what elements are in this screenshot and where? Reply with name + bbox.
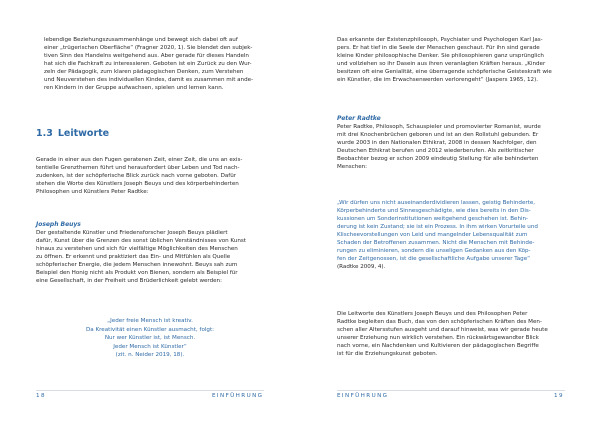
quote-line: fen der Zeitgenossen, ist die gesellschaftliche Aufgabe unserer Tage“ bbox=[337, 256, 531, 263]
footer-divider bbox=[36, 390, 264, 391]
radtke-subheading: Peter Radtke bbox=[337, 115, 381, 122]
quote-line: Schaden der Betroffenen zusammen. Nicht die Menschen mit Behinde- bbox=[337, 240, 535, 247]
quote-line: kussionen um Sonderinstitutionen weitgehend geschehen ist. Behin- bbox=[337, 216, 529, 223]
intro-paragraph bbox=[36, 156, 264, 196]
text-line: hinaus zu verstehen und sich für vielfältige Möglichkeiten des Menschen bbox=[36, 246, 238, 253]
text-line: Peter Radtke, Philosoph, Schauspieler und promovierter Romanist, wurde bbox=[337, 124, 541, 131]
text-line: dafür, Kunst über die Grenzen des sonst üblichen Verständnisses von Kunst bbox=[36, 238, 246, 245]
quote-line: Nur wer Künstler ist, ist Mensch. bbox=[104, 335, 196, 342]
text-line: Beobachter bezog er schon 2009 eindeutig Stellung für alle behinderten bbox=[337, 156, 539, 163]
quote-line: Klischeevorstellungen von Leid und mangelnder Lebensqualität zum bbox=[337, 232, 528, 239]
text-line: und vollziehen so ihr Dasein aus ihren veranlagten Kräften heraus. „Kinder bbox=[337, 61, 546, 68]
running-head: EINFÜHRUNG bbox=[212, 393, 264, 399]
text-line: wurde 2003 in den Nationalen Ethikrat, 2008 in dessen Nachfolger, den bbox=[337, 140, 537, 147]
text-line: eine Gesellschaft, in der Freiheit und Brüderlichkeit gelebt werden: bbox=[36, 278, 222, 285]
text-line: mit drei Knochenbrüchen geboren und ist an den Rollstuhl gebunden. Er bbox=[337, 132, 539, 139]
text-line: stehen die Worte des Künstlers Joseph Beuys und des körperbehinderten bbox=[36, 181, 239, 188]
text-line: tentielle Grenzthemen führt und herausfordert über Leben und Tod nach- bbox=[36, 165, 240, 172]
text-line: tiven Sinn des Handelns weitgehend aus. Aber gerade für dieses Handeln bbox=[44, 53, 249, 60]
page-number: 18 bbox=[36, 393, 46, 399]
radtke-quote bbox=[337, 199, 565, 271]
text-line: hat sich die Fachkraft zu interessieren. Geboten ist ein Zurück zu den Wur- bbox=[44, 61, 252, 68]
quote-line: derung ist kein Zustand; sie ist ein Prozess. In ihm wirken Vorurteile und bbox=[337, 224, 538, 231]
text-line: pers. Er hat tief in die Seele der Menschen geschaut. Für ihn sind gerade bbox=[337, 45, 540, 52]
text-line: lebendige Beziehungszusammenhänge und bewegt sich dabei oft auf bbox=[44, 37, 238, 43]
quote-line: Jeder Mensch ist Künstler“ bbox=[113, 343, 187, 350]
text-line: Philosophen und Künstlers Peter Radtke: bbox=[36, 189, 149, 196]
quote-citation: (Radtke 2009, 4). bbox=[337, 264, 386, 271]
beuys-subheading: Joseph Beuys bbox=[36, 221, 81, 228]
text-line: zeln der Pädagogik, zum klaren pädagogischen Denken, zum Verstehen bbox=[44, 69, 244, 76]
text-line: Das erkannte der Existenzphilosoph, Psychiater und Psychologen Karl Jas- bbox=[337, 37, 543, 43]
right-page bbox=[300, 0, 600, 426]
text-line: und Neuverstehen des individuellen Kindes, damit es zusammen mit ande- bbox=[44, 77, 254, 84]
text-line: schen aller Altersstufen ausgeht und darauf hinweist, was wir gerade heute bbox=[337, 327, 548, 334]
text-line: kleine Kinder philosophische Denker. Sie philosophieren ganz ursprünglich bbox=[337, 53, 544, 60]
text-line: Der gestaltende Künstler und Friedensforscher Joseph Beuys plädiert bbox=[36, 230, 228, 237]
radtke-section bbox=[337, 115, 565, 171]
text-line: Die Leitworte des Künstlers Joseph Beuys und des Philosophen Peter bbox=[337, 311, 528, 317]
text-line: zu öffnen. Er erkennt und praktiziert das Ein- und Mitfühlen als Quelle bbox=[36, 254, 231, 261]
page-number: 19 bbox=[554, 393, 564, 399]
text-line: unserer Erziehung nun wirklich verstehen. Ein rückwärtsgewandter Blick bbox=[337, 335, 539, 342]
beuys-quote bbox=[36, 317, 264, 360]
text-line: schöpferischer Energie, die jedem Menschen innewohnt. Beuys sah zum bbox=[36, 262, 238, 269]
text-line: Menschen: bbox=[337, 164, 368, 171]
section-title: Leitworte bbox=[57, 128, 110, 139]
text-line: besitzen oft eine Genialität, eine überragende schöpferische Geisteskraft wie bbox=[337, 69, 552, 76]
text-line: Deutschen Ethikrat berufen und 2012 wiederberufen. Als zeitkritischer bbox=[337, 148, 534, 155]
text-line: nach vorne, ein Nachdenken und Kultivieren der pädagogischen Begriffe bbox=[337, 343, 539, 350]
text-line: zudenken, ist der schöpferische Blick zurück nach vorne geboten. Dafür bbox=[36, 173, 237, 180]
text-line: einer „trügerischen Oberfläche“ (Fragner 2020, 1). Sie blendet den subjek- bbox=[44, 45, 253, 52]
footer-divider bbox=[337, 390, 565, 391]
text-line: Gerade in einer aus den Fugen geratenen Zeit, einer Zeit, die uns an exis- bbox=[36, 157, 243, 163]
quote-line: rungen zu eliminieren, sondern die unseligen Gedanken aus den Köp- bbox=[337, 248, 531, 255]
text-line: Radtke begleiten das Buch, das von den schöpferischen Kräften des Men- bbox=[337, 319, 542, 326]
closing-paragraph bbox=[337, 310, 565, 358]
section-heading bbox=[36, 128, 114, 139]
text-line: ist für die Erziehungskunst geboten. bbox=[337, 351, 438, 358]
quote-line: „Wir dürfen uns nicht auseinanderdividieren lassen, geistig Behinderte, bbox=[337, 200, 536, 206]
text-line: ein Künstler, die im Erwachsenwerden verlorengeht“ (Jaspers 1965, 12). bbox=[337, 77, 538, 84]
quote-line: Körperbehinderte und Sinnesgeschädigte, wie dies bereits in den Dis- bbox=[337, 208, 531, 215]
text-line: Beispiel den Honig nicht als Produkt von Bienen, sondern als Beispiel für bbox=[36, 270, 238, 277]
jaspers-paragraph bbox=[337, 36, 565, 84]
left-top-paragraph bbox=[36, 36, 264, 92]
beuys-section bbox=[36, 221, 264, 285]
running-head: EINFÜHRUNG bbox=[337, 393, 389, 399]
quote-line: (zit. n. Neider 2019, 18). bbox=[115, 352, 185, 359]
quote-line: Da Kreativität einen Künstler ausmacht, folgt: bbox=[85, 326, 215, 333]
section-number: 1.3 bbox=[36, 128, 53, 139]
text-line: ren Kindern in der Gruppe aufwachsen, spielen und lernen kann. bbox=[44, 85, 224, 92]
quote-line: „Jeder freie Mensch ist kreativ. bbox=[107, 318, 193, 324]
